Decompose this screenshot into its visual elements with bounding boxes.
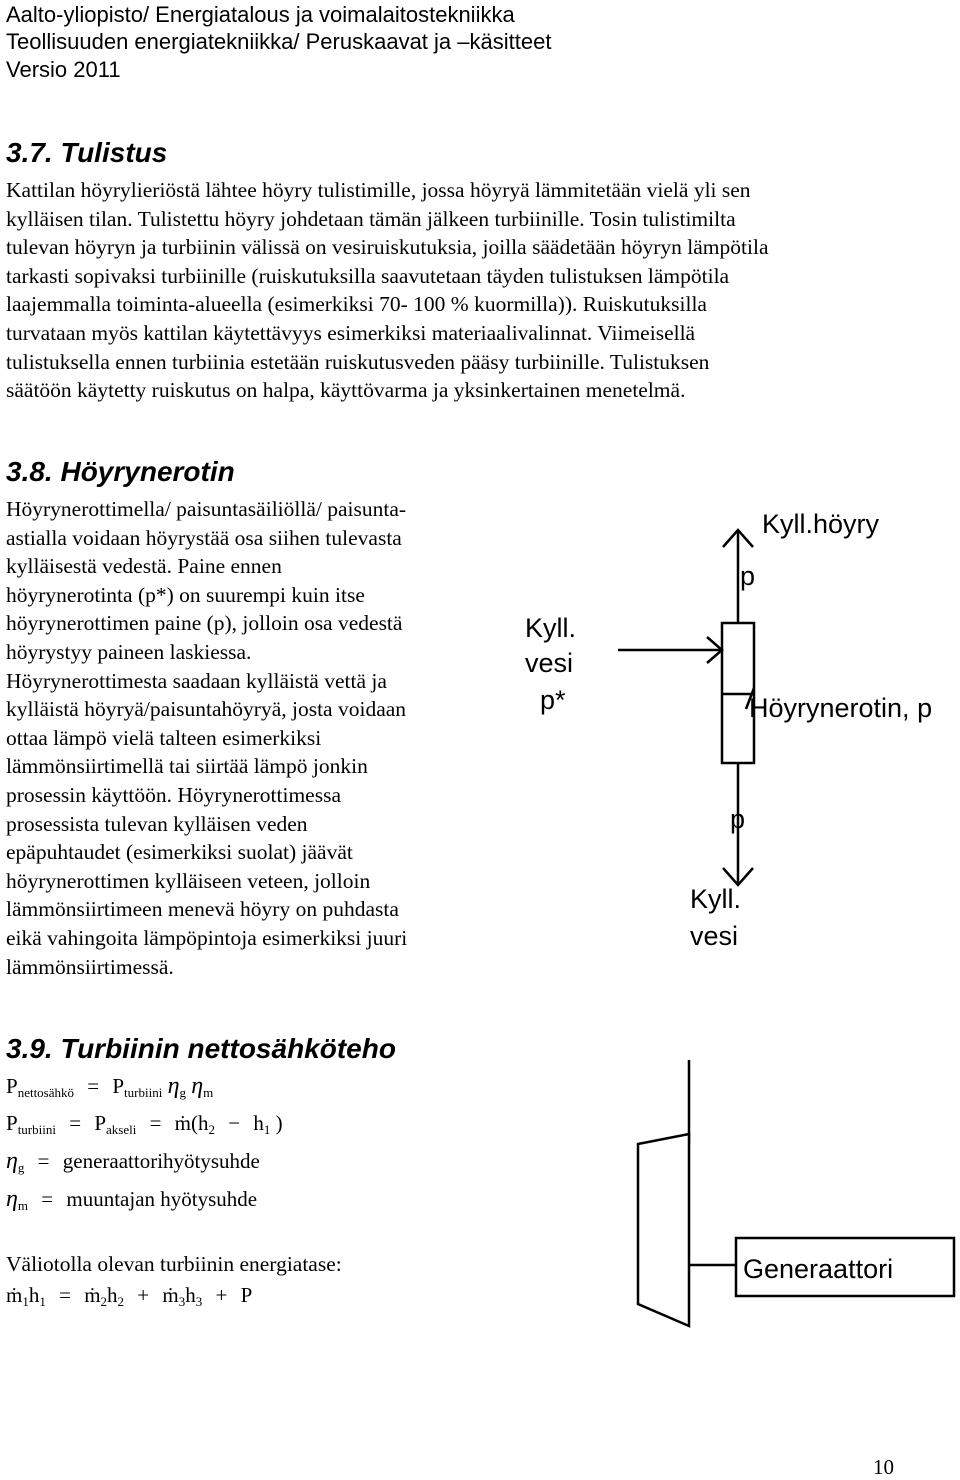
subscript: g bbox=[179, 1085, 186, 1100]
symbol: ) bbox=[275, 1111, 283, 1135]
text-line: astialla voidaan höyrystää osa siihen tulevasta bbox=[6, 525, 402, 550]
text-line: kylläistä höyryä/paisuntahöyryä, josta voidaan bbox=[6, 697, 407, 722]
inlet-label-3: p* bbox=[540, 685, 566, 715]
symbol: ṁ bbox=[6, 1283, 23, 1307]
equation-energy-balance bbox=[6, 1283, 252, 1310]
text-line: prosessista tulevan kylläisen veden bbox=[6, 811, 308, 836]
operator: + bbox=[215, 1283, 228, 1307]
subscript: 1 bbox=[263, 1122, 271, 1137]
equation-eta-m bbox=[6, 1186, 257, 1214]
operator: + bbox=[137, 1283, 150, 1307]
equation-net-power bbox=[6, 1073, 213, 1101]
equation-eta-g bbox=[6, 1148, 260, 1176]
text-line: höyrynerotinta (p*) on suurempi kuin itse bbox=[6, 582, 365, 607]
outlet-label-1: Kyll. bbox=[690, 884, 742, 914]
symbol-eta: η bbox=[167, 1073, 180, 1099]
p-top-label: p bbox=[740, 561, 756, 591]
subscript: m bbox=[17, 1198, 29, 1213]
symbol: h bbox=[253, 1111, 264, 1135]
text-line: höyrynerottimen paine (p), jolloin osa vedestä bbox=[6, 611, 403, 636]
text-line: tulevan höyryn ja turbiinin välissä on vesiruiskutuksia, joilla säädetään höyryn lämpötila bbox=[6, 235, 769, 260]
symbol-eta: η bbox=[6, 1186, 18, 1212]
symbol: P bbox=[240, 1283, 253, 1307]
section-3-8-body bbox=[6, 495, 407, 981]
header-line-1: Aalto-yliopisto/ Energiatalous ja voimalaitostekniikka bbox=[6, 2, 515, 27]
subscript: 2 bbox=[117, 1294, 125, 1309]
text-line: epäpuhtaudet (esimerkiksi suolat) jäävät bbox=[6, 840, 353, 865]
symbol-eta: η bbox=[6, 1148, 18, 1174]
turbine-diagram bbox=[600, 1060, 960, 1330]
operator: = bbox=[59, 1283, 71, 1307]
text-line: prosessin käyttöön. Höyrynerottimessa bbox=[6, 782, 341, 807]
operator: = bbox=[37, 1149, 50, 1173]
text-line: kylläisestä vedestä. Paine ennen bbox=[6, 554, 282, 579]
symbol: h bbox=[185, 1283, 196, 1307]
text-line: tarkasti sopivaksi turbiinille (ruiskutuksilla saavutetaan täyden tulistuksen lämpötila bbox=[6, 263, 730, 288]
symbol: ṁ(h bbox=[174, 1111, 209, 1135]
symbol: P bbox=[6, 1111, 18, 1135]
symbol: P bbox=[94, 1111, 106, 1135]
operator: = bbox=[41, 1187, 54, 1211]
subscript: m bbox=[203, 1085, 214, 1100]
text-line: lämmönsiirtimessä. bbox=[6, 954, 174, 979]
subscript: turbiini bbox=[17, 1122, 56, 1137]
operator: − bbox=[228, 1111, 241, 1135]
subscript: turbiini bbox=[124, 1085, 163, 1100]
text-line: Höyrynerottimesta saadaan kylläistä vettä ja bbox=[6, 668, 387, 693]
header-line-2: Teollisuuden energiatekniikka/ Peruskaavat ja –käsitteet bbox=[6, 29, 552, 54]
text-line: Kattilan höyrylieriöstä lähtee höyry tulistimille, jossa höyryä lämmitetään vielä yli sen bbox=[6, 178, 751, 202]
operator: = bbox=[69, 1111, 82, 1135]
definition-text: generaattorihyötysuhde bbox=[62, 1149, 260, 1173]
text-line: lämmönsiirtimeen menevä höyry on puhdasta bbox=[6, 897, 399, 922]
operator: = bbox=[149, 1111, 162, 1135]
energy-balance-intro: Väliotolla olevan turbiinin energiatase: bbox=[6, 1252, 342, 1276]
section-3-7-title: 3.7. Tulistus bbox=[6, 137, 168, 168]
subscript: 1 bbox=[39, 1294, 46, 1309]
text-line: kylläisen tilan. Tulistettu höyry johdetaan tämän jälkeen turbiinille. Tosin tulistimilta bbox=[6, 206, 736, 231]
text-line: Höyrynerottimella/ paisuntasäiliöllä/ paisunta- bbox=[6, 497, 407, 521]
subscript: nettosähkö bbox=[17, 1085, 75, 1100]
section-3-8-title: 3.8. Höyrynerotin bbox=[6, 456, 235, 487]
text-line: lämmönsiirtimellä tai siirtää lämpö jonkin bbox=[6, 754, 368, 779]
symbol: P bbox=[6, 1074, 18, 1098]
text-line: höyrynerottimen kylläiseen veteen, jolloin bbox=[6, 868, 371, 893]
section-3-7-body bbox=[6, 176, 769, 405]
p-bottom-label: p bbox=[730, 804, 746, 834]
subscript: 3 bbox=[178, 1294, 186, 1309]
text-line: turvataan myös kattilan käytettävyys esimerkiksi materiaalivalinnat. Viimeisellä bbox=[6, 320, 696, 345]
subscript: akseli bbox=[106, 1122, 137, 1137]
subscript: g bbox=[17, 1160, 25, 1175]
text-line: laajemmalla toiminta-alueella (esimerkiksi 70- 100 % kuormilla)). Ruiskutuksilla bbox=[6, 292, 707, 317]
turbine-body bbox=[638, 1134, 689, 1326]
section-3-9-title: 3.9. Turbiinin nettosähköteho bbox=[6, 1033, 396, 1064]
symbol: ṁ bbox=[162, 1283, 179, 1307]
text-line: höyrystyy paineen laskiessa. bbox=[6, 639, 252, 664]
symbol: h bbox=[107, 1283, 118, 1307]
inlet-label-2: vesi bbox=[525, 648, 574, 678]
header-line-3: Versio 2011 bbox=[6, 57, 121, 82]
operator: = bbox=[87, 1074, 100, 1098]
text-line: tulistuksella ennen turbiinia estetään ruiskutusveden pääsy turbiinille. Tulistuksen bbox=[6, 349, 710, 374]
text-line: ottaa lämpö vielä talteen esimerkiksi bbox=[6, 725, 322, 750]
page-number: 10 bbox=[873, 1455, 894, 1479]
generator-label: Generaattori bbox=[743, 1254, 894, 1284]
symbol-eta: η bbox=[191, 1073, 204, 1099]
steam-label: Kyll.höyry bbox=[762, 509, 880, 539]
inlet-label-1: Kyll. bbox=[525, 613, 577, 643]
text-line: säätöön käytetty ruiskutus on halpa, käyttövarma ja yksinkertainen menetelmä. bbox=[6, 378, 686, 403]
subscript: 3 bbox=[195, 1294, 203, 1309]
subscript: 1 bbox=[22, 1294, 29, 1309]
subscript: 2 bbox=[208, 1122, 215, 1137]
outlet-label-2: vesi bbox=[690, 921, 739, 951]
symbol: P bbox=[112, 1074, 125, 1098]
separator-label: Höyrynerotin, p bbox=[749, 693, 933, 723]
definition-text: muuntajan hyötysuhde bbox=[66, 1187, 258, 1211]
text-line: eikä vahingoita lämpöpintoja esimerkiksi juuri bbox=[6, 925, 408, 950]
equation-turbine-power bbox=[6, 1111, 283, 1138]
subscript: 2 bbox=[100, 1294, 108, 1309]
symbol: h bbox=[28, 1283, 40, 1307]
separator-diagram bbox=[500, 495, 960, 970]
symbol: ṁ bbox=[84, 1283, 101, 1307]
